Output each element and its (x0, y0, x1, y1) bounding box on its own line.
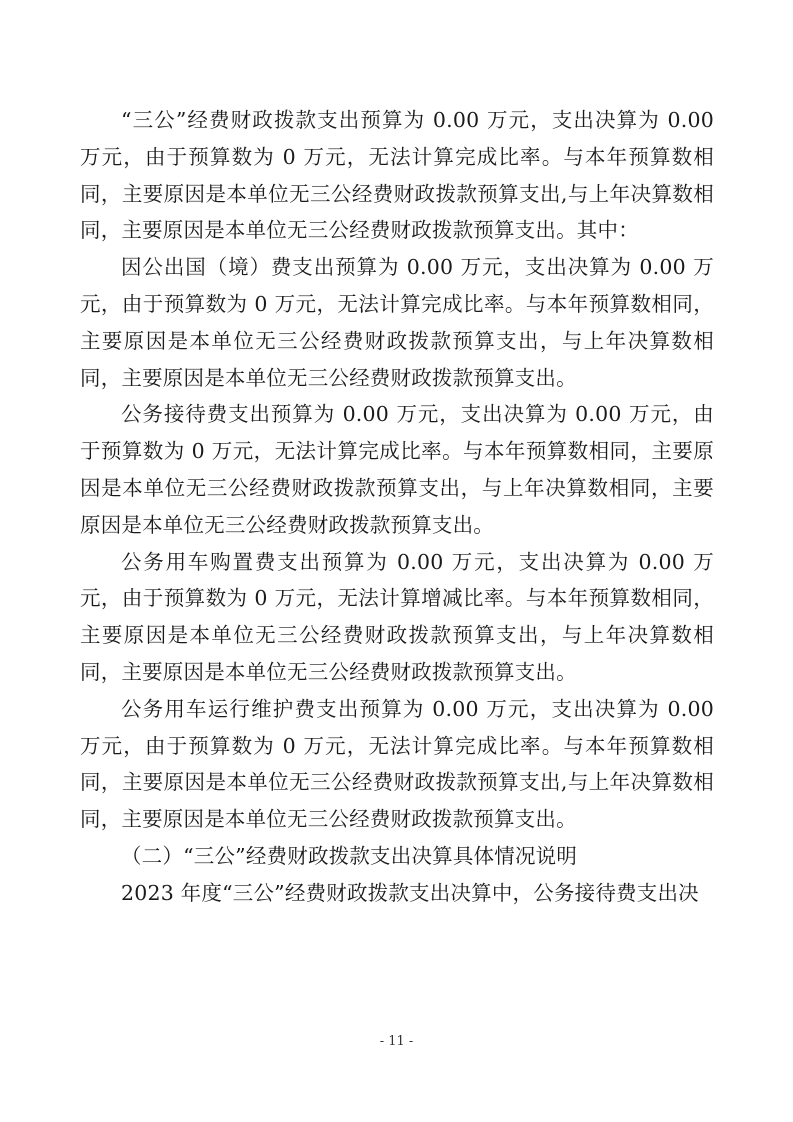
page-number: - 11 - (379, 1034, 414, 1049)
paragraph-closing: 2023 年度“三公”经费财政拨款支出决算中，公务接待费支出决 (121, 880, 699, 905)
paragraph-vehicle-purchase: 公务用车购置费支出预算为 0.00 万元，支出决算为 0.00 万元，由于预算数为 0 万元，无法计算增减比率。与本年预算数相同，主要原因是本单位无三公经费财政拨款预算支出，与上年决算数相同，主要原因是本单位无三公经费财政拨款预算支出。 (80, 549, 714, 684)
paragraph-official-reception: 公务接待费支出预算为 0.00 万元，支出决算为 0.00 万元，由于预算数为 0 万元，无法计算完成比率。与本年预算数相同，主要原因是本单位无三公经费财政拨款预算支出，与上年决算数相同，主要原因是本单位无三公经费财政拨款预算支出。 (80, 402, 714, 537)
document-body (80, 102, 714, 912)
paragraph-overseas-travel: 因公出国（境）费支出预算为 0.00 万元，支出决算为 0.00 万元，由于预算数为 0 万元，无法计算完成比率。与本年预算数相同，主要原因是本单位无三公经费财政拨款预算支出，与上年决算数相同，主要原因是本单位无三公经费财政拨款预算支出。 (80, 255, 714, 390)
paragraph-vehicle-maintenance: 公务用车运行维护费支出预算为 0.00 万元，支出决算为 0.00 万元，由于预算数为 0 万元，无法计算完成比率。与本年预算数相同，主要原因是本单位无三公经费财政拨款预算支出,与上年决算数相同，主要原因是本单位无三公经费财政拨款预算支出。 (80, 696, 714, 832)
section-heading: （二）“三公”经费财政拨款支出决算具体情况说明 (121, 843, 578, 868)
paragraph-sangong-overview: “三公”经费财政拨款支出预算为 0.00 万元，支出决算为 0.00 万元，由于预算数为 0 万元，无法计算完成比率。与本年预算数相同，主要原因是本单位无三公经费财政拨款预算支出,与上年决算数相同，主要原因是本单位无三公经费财政拨款预算支出。其中： (80, 108, 714, 243)
